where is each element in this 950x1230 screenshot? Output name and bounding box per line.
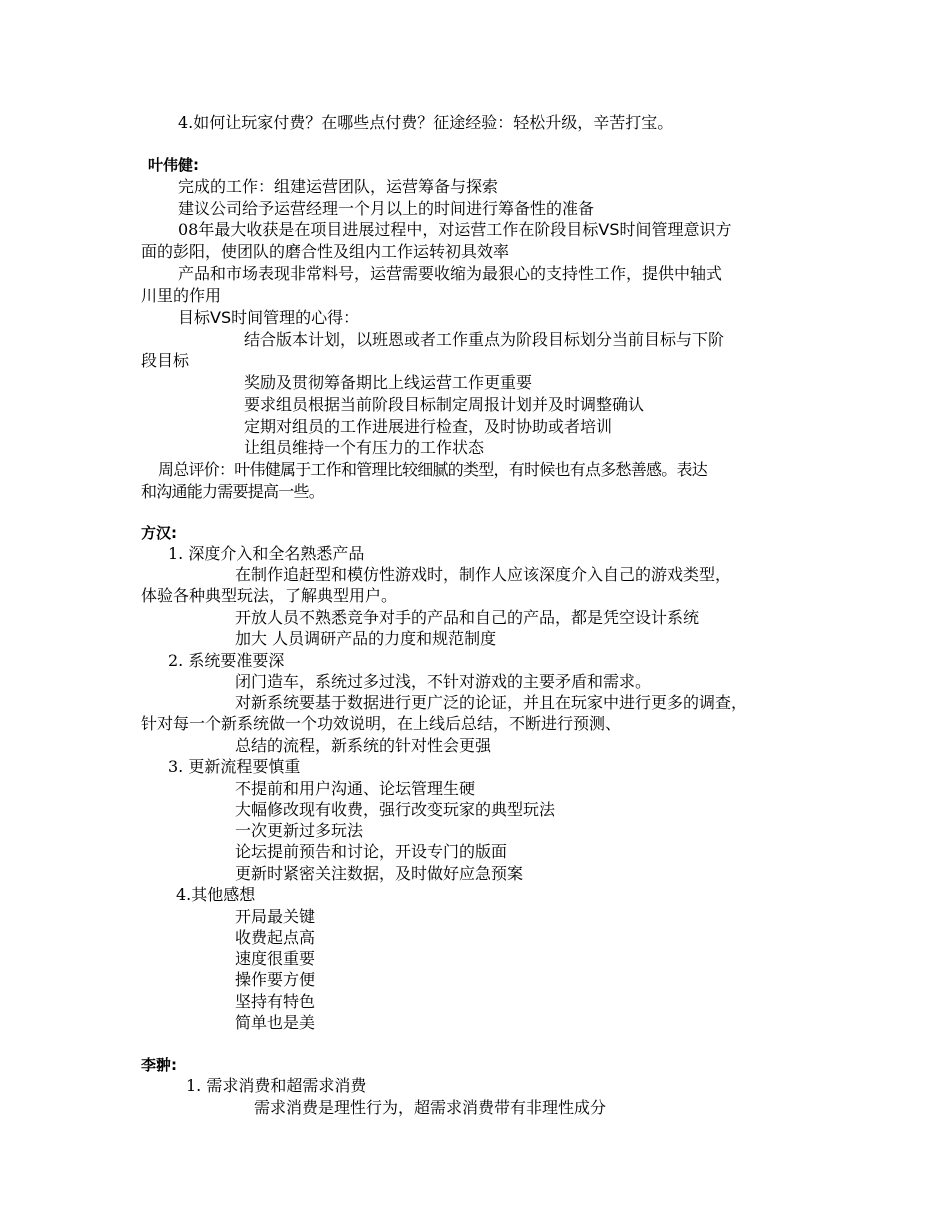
paragraph-line: 论坛提前预告和讨论，开设专门的版面 [235, 842, 508, 861]
paragraph-line: 速度很重要 [235, 949, 316, 968]
paragraph-line: 周总评价：叶伟健属于工作和管理比较细腻的类型，有时候也有点多愁善感。表达 [158, 460, 708, 479]
paragraph-line: 收费起点高 [235, 928, 316, 947]
paragraph-line: 针对每一个新系统做一个功效说明，在上线后总结，不断进行预测、 [141, 714, 622, 733]
text-run-vs: VS [598, 220, 620, 239]
paragraph-line: 需求消费是理性行为，超需求消费带有非理性成分 [254, 1098, 607, 1117]
paragraph-line: 产品和市场表现非常料号，运营需要收缩为最狠心的支持性工作，提供中轴式 [178, 264, 723, 283]
paragraph-line: 面的彭阳，使团队的磨合性及组内工作运转初具效率 [141, 242, 510, 261]
paragraph-line: 完成的工作：组建运营团队，运营筹备与探索 [178, 177, 499, 196]
text-run: 时间管理意识方 [619, 220, 732, 239]
paragraph-line: 奖励及贯彻筹备期比上线运营工作更重要 [244, 373, 533, 392]
paragraph-line: 段目标 [141, 351, 190, 370]
list-item: 2. 系统要准要深 [168, 651, 285, 670]
text-run-vs: VS [210, 308, 232, 327]
paragraph-line: 总结的流程，新系统的针对性会更强 [235, 736, 492, 755]
paragraph-line: 在制作追赶型和模仿性游戏时，制作人应该深度介入自己的游戏类型， [235, 565, 732, 584]
paragraph-line: 结合版本计划，以班恩或者工作重点为阶段目标划分当前目标与下阶 [244, 330, 725, 349]
list-item: 1. 需求消费和超需求消费 [186, 1076, 367, 1095]
paragraph-line: 定期对组员的工作进展进行检查，及时协助或者培训 [244, 417, 613, 436]
section-heading-li: 李翀: [141, 1056, 177, 1074]
paragraph-line: 闭门造车，系统过多过浅，不针对游戏的主要矛盾和需求。 [235, 672, 652, 691]
paragraph-line: 建议公司给予运营经理一个月以上的时间进行筹备性的准备 [178, 199, 595, 218]
paragraph-line: 更新时紧密关注数据，及时做好应急预案 [235, 864, 524, 883]
paragraph-line: 开放人员不熟悉竞争对手的产品和自己的产品，都是凭空设计系统 [235, 608, 700, 627]
list-item: 3. 更新流程要慎重 [168, 757, 301, 776]
paragraph-line: 加大 人员调研产品的力度和规范制度 [235, 629, 497, 648]
paragraph-line: 对新系统要基于数据进行更广泛的论证，并且在玩家中进行更多的调查， [235, 693, 748, 712]
paragraph-line [178, 307, 359, 329]
paragraph-line [178, 219, 732, 241]
paragraph-line: 开局最关键 [235, 907, 316, 926]
paragraph-line: 大幅修改现有收费，强行改变玩家的典型玩法 [235, 800, 556, 819]
paragraph-line: 一次更新过多玩法 [235, 821, 364, 840]
text-run: 目标 [178, 308, 211, 327]
paragraph-line: 操作要方便 [235, 970, 316, 989]
list-item: 1. 深度介入和全名熟悉产品 [168, 544, 365, 563]
paragraph-line: 4.如何让玩家付费？在哪些点付费？征途经验：轻松升级，辛苦打宝。 [178, 113, 674, 132]
paragraph-line: 简单也是美 [235, 1013, 316, 1032]
text-run: 时间管理的心得： [231, 308, 360, 327]
list-item: 4.其他感想 [176, 885, 256, 904]
paragraph-line: 川里的作用 [141, 286, 222, 305]
section-heading-ye: 叶伟健: [148, 156, 199, 174]
paragraph-line: 和沟通能力需要提高一些。 [141, 482, 325, 501]
paragraph-line: 让组员维持一个有压力的工作状态 [244, 438, 485, 457]
paragraph-line: 要求组员根据当前阶段目标制定周报计划并及时调整确认 [244, 395, 645, 414]
paragraph-line: 不提前和用户沟通、论坛管理生硬 [235, 779, 476, 798]
text-run: 08年最大收获是在项目进展过程中，对运营工作在阶段目标 [178, 220, 599, 239]
section-heading-fang: 方汉: [141, 524, 177, 542]
paragraph-line: 坚持有特色 [235, 992, 316, 1011]
paragraph-line: 体验各种典型玩法，了解典型用户。 [141, 586, 398, 605]
